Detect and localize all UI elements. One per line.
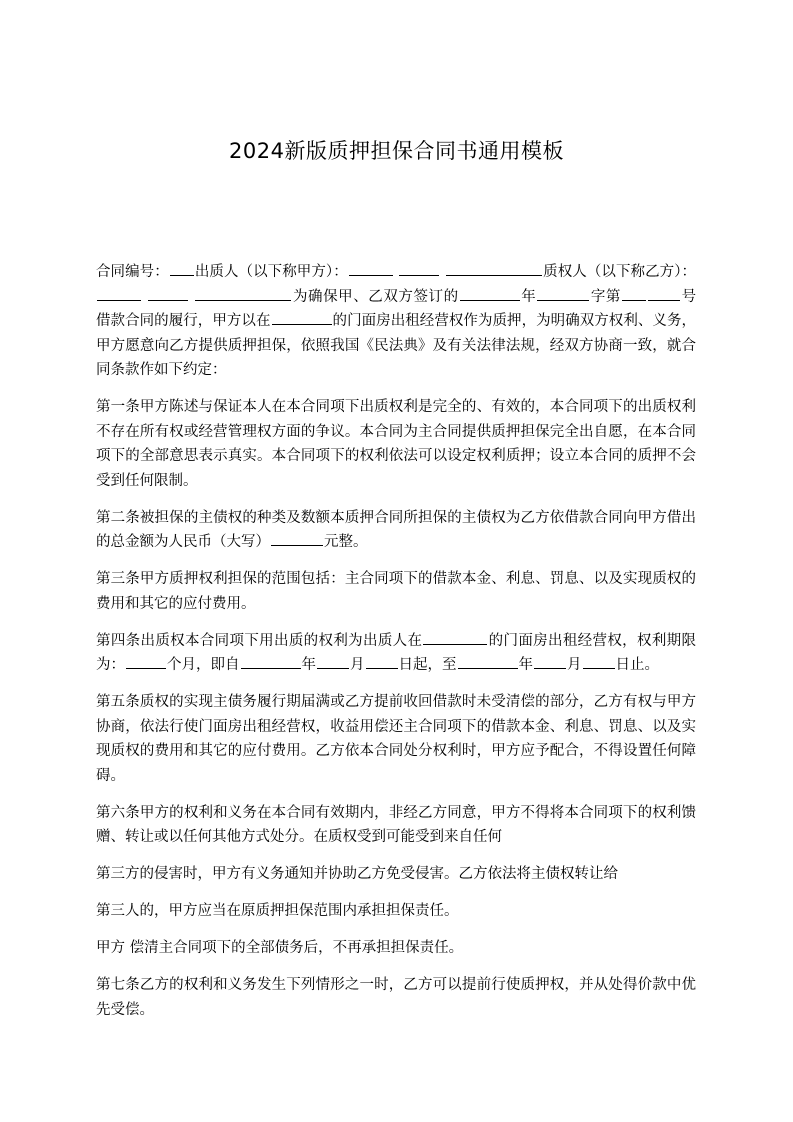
preamble-text-3: 的门面房出租经营权作为质押，为明确双方权利、义务，甲方愿意向乙方提供质押担保，依照我国《民法典》及有关法律法规，经双方协商一致，就合同条款作如下约定： xyxy=(96,313,697,378)
article-2-text: 第二条被担保的主债权的种类及数额本质押合同所担保的主债权为乙方依借款合同向甲方借出的总金额为人民币（大写） xyxy=(96,509,696,550)
article-6-line-c: 甲方 偿清主合同项下的全部债务后，不再承担担保责任。 xyxy=(96,940,464,956)
start-month-blank[interactable] xyxy=(317,653,349,669)
article-6: 第六条甲方的权利和义务在本合同有效期内，非经乙方同意，甲方不得将本合同项下的权利馈赠、转让或以任何其他方式处分。在质权受到可能受到来自任何 xyxy=(96,804,696,845)
article-2 xyxy=(96,506,696,555)
article-4-text-f: 日起，至 xyxy=(398,657,457,673)
preamble-text-1: 为确保甲、乙双方签订的 xyxy=(292,288,459,305)
serial-blank-2[interactable] xyxy=(648,285,680,301)
document-body xyxy=(96,260,696,1035)
document-title: 2024新版质押担保合同书通用模板 xyxy=(229,139,564,163)
article-3: 第三条甲方质押权利担保的范围包括：主合同项下的借款本金、利息、罚息、以及实现质权的费用和其它的应付费用。 xyxy=(96,571,696,612)
article-4-text-d: 年 xyxy=(301,657,316,673)
pledgor-label: 出质人（以下称甲方）： xyxy=(194,264,348,280)
pledgee-blank-3[interactable] xyxy=(195,285,291,301)
loan-contract-blank[interactable] xyxy=(460,285,520,301)
pledgee-label: 质权人（以下称乙方）： xyxy=(543,264,697,280)
preamble-paragraph xyxy=(96,260,696,383)
start-day-blank[interactable] xyxy=(366,653,398,669)
contract-number-label: 合同编号： xyxy=(96,264,169,280)
article-4 xyxy=(96,629,696,678)
pledgor-blank-2[interactable] xyxy=(399,260,439,276)
end-year-blank[interactable] xyxy=(458,653,518,669)
months-blank[interactable] xyxy=(126,653,166,669)
year-blank[interactable] xyxy=(537,285,589,301)
article-1: 第一条甲方陈述与保证本人在本合同项下出质权利是完全的、有效的，本合同项下的出质权利不存在所有权或经营管理权方面的争议。本合同为主合同提供质押担保完全出自愿，在本合同项下的全部意思表示真实。本合同项下的权利依法可以设定权利质押；设立本合同的质押不会受到任何限制。 xyxy=(96,399,696,489)
end-month-blank[interactable] xyxy=(534,653,566,669)
location-blank[interactable] xyxy=(272,309,332,325)
article-4-text-b: 的门面房出租经营权，权利期限为： xyxy=(96,632,697,673)
pledgor-blank-3[interactable] xyxy=(446,260,542,276)
article-6-line-b: 第三人的，甲方应当在原质押担保范围内承担担保责任。 xyxy=(96,903,459,919)
article-4-text-h: 月 xyxy=(567,657,582,673)
article-4-text-e: 月 xyxy=(350,657,365,673)
contract-number-blank[interactable] xyxy=(170,260,194,276)
article-4-text-c: 个月，即自 xyxy=(167,657,240,673)
pledgee-blank-2[interactable] xyxy=(148,285,188,301)
article-4-text-g: 年 xyxy=(518,657,533,673)
end-day-blank[interactable] xyxy=(583,653,615,669)
serial-label: 字第 xyxy=(590,288,621,305)
storefront-location-blank[interactable] xyxy=(423,629,487,645)
amount-blank[interactable] xyxy=(271,530,323,546)
serial-blank-1[interactable] xyxy=(622,285,646,301)
pledgee-blank-1[interactable] xyxy=(97,285,141,301)
year-label: 年 xyxy=(520,288,537,305)
article-6-line-a: 第三方的侵害时，甲方有义务通知并协助乙方免受侵害。乙方依法将主债权转让给 xyxy=(96,866,618,882)
article-7: 第七条乙方的权利和义务发生下列情形之一时，乙方可以提前行使质押权，并从处得价款中优先受偿。 xyxy=(96,977,696,1018)
article-4-text-i: 日止。 xyxy=(615,657,659,673)
article-4-text-a: 第四条出质权本合同项下用出质的权利为出质人在 xyxy=(96,632,423,649)
pledgor-blank-1[interactable] xyxy=(349,260,393,276)
article-5: 第五条质权的实现主债务履行期届满或乙方提前收回借款时未受清偿的部分，乙方有权与甲方协商，依法行使门面房出租经营权，收益用偿还主合同项下的借款本金、利息、罚息、以及实现质权的费用和其它的应付费用。乙方依本合同处分权利时，甲方应予配合，不得设置任何障碍。 xyxy=(96,694,696,784)
preamble-text-2: 号借款合同的履行，甲方以在 xyxy=(96,288,697,329)
article-2-suffix: 元整。 xyxy=(324,534,368,550)
start-year-blank[interactable] xyxy=(241,653,301,669)
